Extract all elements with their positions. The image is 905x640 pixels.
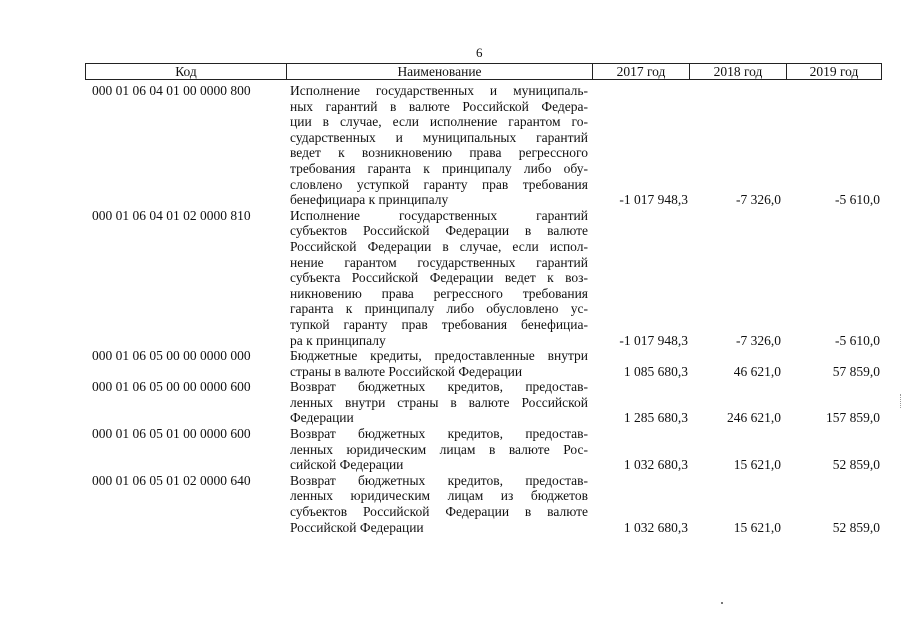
row-name-line: нение гарантом государственных гарантий xyxy=(290,254,588,270)
row-name-line: ных гарантий в валюте Российской Федера- xyxy=(290,98,588,114)
page-number: 6 xyxy=(476,45,483,60)
budget-table xyxy=(85,63,882,535)
value-2019: 52 859,0 xyxy=(832,519,880,535)
scan-edge-mark xyxy=(900,394,903,408)
row-name-line: Исполнение государственных и муниципаль- xyxy=(290,83,588,98)
value-2018: -7 326,0 xyxy=(736,332,781,348)
table-body xyxy=(85,83,882,535)
row-name-line: ленных юридическим лицам из бюджетов xyxy=(290,488,588,504)
row-name-line: Федерации xyxy=(290,410,354,426)
row-name-line: требования гаранта к принципалу либо обу- xyxy=(290,160,588,176)
row-name-line: Возврат бюджетных кредитов, предостав- xyxy=(290,426,588,442)
table-header xyxy=(85,63,882,80)
value-2018: 246 621,0 xyxy=(727,410,781,426)
value-2018: 46 621,0 xyxy=(733,363,781,379)
value-2019: -5 610,0 xyxy=(835,332,880,348)
row-name-line: никновению права регрессного требования xyxy=(290,285,588,301)
row-code: 000 01 06 04 01 02 0000 810 xyxy=(92,207,251,223)
value-2017: 1 032 680,3 xyxy=(623,519,688,535)
row-code: 000 01 06 05 00 00 0000 600 xyxy=(92,379,251,395)
value-2017: -1 017 948,3 xyxy=(619,332,688,348)
value-2018: 15 621,0 xyxy=(733,457,781,473)
row-name-line: Бюджетные кредиты, предоставленные внутри xyxy=(290,348,588,364)
row-name-line: гаранта к принципалу либо обусловлено ус- xyxy=(290,301,588,317)
value-2019: -5 610,0 xyxy=(835,192,880,208)
header-name: Наименование xyxy=(287,64,593,79)
header-year-2018: 2018 год xyxy=(690,64,787,79)
table-row xyxy=(85,379,882,426)
row-name xyxy=(290,426,588,473)
value-2019: 57 859,0 xyxy=(832,363,880,379)
value-2018: 15 621,0 xyxy=(733,519,781,535)
row-code: 000 01 06 04 01 00 0000 800 xyxy=(92,83,251,98)
table-row xyxy=(85,473,882,535)
row-name-line: Исполнение государственных гарантий xyxy=(290,207,588,223)
row-name-line: ции в случае, если исполнение гарантом го- xyxy=(290,114,588,130)
row-name-line: словлено уступкой гаранту прав требования xyxy=(290,176,588,192)
header-code: Код xyxy=(86,64,287,79)
header-year-2017: 2017 год xyxy=(593,64,690,79)
row-name-line: сударственных и муниципальных гарантий xyxy=(290,129,588,145)
header-year-2019: 2019 год xyxy=(809,64,859,79)
row-name-line: бенефициара к принципалу xyxy=(290,192,449,208)
row-name-line: Российской Федерации в случае, если испол- xyxy=(290,238,588,254)
row-name-line: Возврат бюджетных кредитов, предостав- xyxy=(290,379,588,395)
row-name xyxy=(290,348,588,379)
table-row xyxy=(85,208,882,348)
value-2017: 1 285 680,3 xyxy=(623,410,688,426)
row-name-line: субъекта Российской Федерации ведет к воз- xyxy=(290,270,588,286)
row-name-line: ведет к возникновению права регрессного xyxy=(290,145,588,161)
table-row xyxy=(85,348,882,379)
row-name-line: субъектов Российской Федерации в валюте xyxy=(290,504,588,520)
row-name-line: Российской Федерации xyxy=(290,519,424,535)
row-name-line: ра к принципалу xyxy=(290,332,386,348)
scan-speck xyxy=(721,602,723,604)
row-name xyxy=(290,379,588,426)
row-code: 000 01 06 05 01 00 0000 600 xyxy=(92,426,251,442)
row-name xyxy=(290,473,588,535)
value-2017: -1 017 948,3 xyxy=(619,192,688,208)
value-2017: 1 032 680,3 xyxy=(623,457,688,473)
row-name-line: сийской Федерации xyxy=(290,457,404,473)
table-row xyxy=(85,83,882,208)
row-name-line: Возврат бюджетных кредитов, предостав- xyxy=(290,472,588,488)
row-code: 000 01 06 05 00 00 0000 000 xyxy=(92,348,251,364)
row-name-line: ленных внутри страны в валюте Российской xyxy=(290,394,588,410)
value-2017: 1 085 680,3 xyxy=(623,363,688,379)
row-code: 000 01 06 05 01 02 0000 640 xyxy=(92,472,251,488)
row-name-line: субъектов Российской Федерации в валюте xyxy=(290,223,588,239)
table-row xyxy=(85,426,882,473)
row-name-line: тупкой гаранту прав требования бенефициа- xyxy=(290,316,588,332)
value-2019: 157 859,0 xyxy=(826,410,880,426)
row-name-line: страны в валюте Российской Федерации xyxy=(290,363,523,379)
value-2019: 52 859,0 xyxy=(832,457,880,473)
row-name-line: ленных юридическим лицам в валюте Рос- xyxy=(290,441,588,457)
row-name xyxy=(290,83,588,208)
row-name xyxy=(290,208,588,348)
value-2018: -7 326,0 xyxy=(736,192,781,208)
